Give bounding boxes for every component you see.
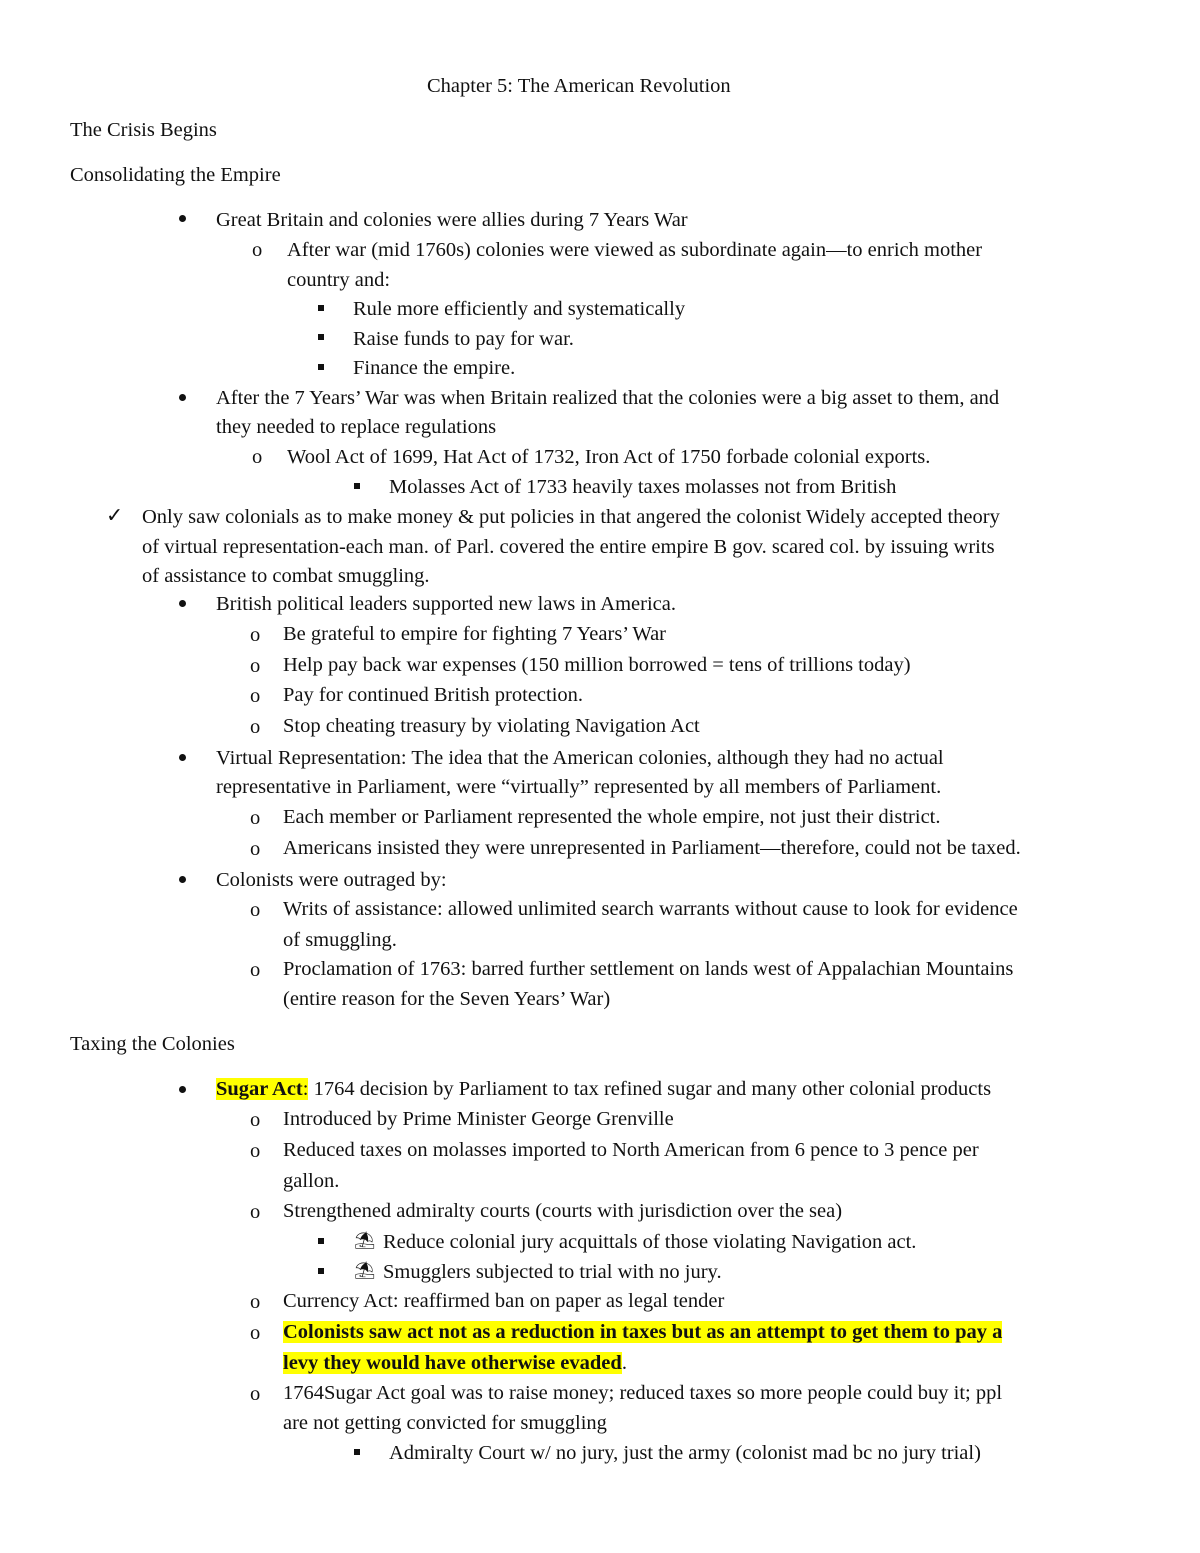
highlighted-note <box>283 1322 1002 1343</box>
square-bullet-icon <box>318 334 324 340</box>
list-item: After war (mid 1760s) colonies were viewed as subordinate again—to enrich mother <box>287 239 983 261</box>
section-heading: Taxing the Colonies <box>70 1033 235 1055</box>
list-item-continuation: representative in Parliament, were “virtually” represented by all members of Parliament. <box>216 776 942 798</box>
bullet-icon <box>179 754 186 761</box>
note-text: of virtual representation-each man. of Parl. covered the entire empire B gov. scared col. by issuing writs <box>142 536 995 558</box>
highlighted-text: levy they would have otherwise evaded <box>283 1352 622 1374</box>
list-item-continuation: gallon. <box>283 1170 340 1192</box>
sub-bullet-icon: o <box>250 655 261 677</box>
sub-bullet-icon: o <box>250 685 261 707</box>
sub-bullet-icon: o <box>250 1109 261 1131</box>
sub-bullet-icon: o <box>250 716 261 738</box>
list-item: Finance the empire. <box>353 357 516 379</box>
list-item: Each member or Parliament represented the whole empire, not just their district. <box>283 806 941 828</box>
list-item <box>216 1079 991 1100</box>
square-bullet-icon <box>318 305 324 311</box>
square-bullet-icon <box>318 364 324 370</box>
page-title: Chapter 5: The American Revolution <box>427 75 731 97</box>
highlighted-text: Colonists saw act not as a reduction in taxes but as an attempt to get them to pay a <box>283 1321 1003 1343</box>
list-item-continuation: (entire reason for the Seven Years’ War) <box>283 988 611 1010</box>
sub-bullet-icon: o <box>250 838 261 860</box>
sub-bullet-icon: o <box>250 1383 261 1405</box>
list-item-continuation: of smuggling. <box>283 929 397 951</box>
list-item: Smugglers subjected to trial with no jury. <box>383 1261 722 1283</box>
list-item: Pay for continued British protection. <box>283 684 584 706</box>
sub-bullet-icon: o <box>250 1291 261 1313</box>
list-item: Molasses Act of 1733 heavily taxes molasses not from British <box>389 476 897 498</box>
list-item: Introduced by Prime Minister George Grenville <box>283 1108 674 1130</box>
square-bullet-icon <box>318 1238 324 1244</box>
list-item: Be grateful to empire for fighting 7 Years’ War <box>283 623 667 645</box>
list-item: Colonists were outraged by: <box>216 869 447 891</box>
subsection-heading: Consolidating the Empire <box>70 164 281 186</box>
period: . <box>621 1352 627 1374</box>
bullet-icon <box>179 394 186 401</box>
square-bullet-icon <box>318 1268 324 1274</box>
square-bullet-icon <box>354 1449 360 1455</box>
highlighted-note-continuation <box>283 1353 627 1374</box>
sub-bullet-icon: o <box>250 807 261 829</box>
jury-icon: ⛱ <box>354 1231 376 1251</box>
bullet-icon <box>179 600 186 607</box>
bullet-icon <box>179 876 186 883</box>
sub-bullet-icon: o <box>250 899 261 921</box>
list-item: Raise funds to pay for war. <box>353 328 574 350</box>
sub-bullet-icon: o <box>250 1201 261 1223</box>
list-item: Help pay back war expenses (150 million borrowed = tens of trillions today) <box>283 654 911 676</box>
term-colon: : <box>302 1078 309 1100</box>
highlighted-term: Sugar Act <box>216 1078 303 1100</box>
list-item: Proclamation of 1763: barred further settlement on lands west of Appalachian Mountains <box>283 958 1014 980</box>
list-item: Currency Act: reaffirmed ban on paper as legal tender <box>283 1290 725 1312</box>
checkmark-icon: ✓ <box>106 505 124 527</box>
list-item-continuation: they needed to replace regulations <box>216 416 497 438</box>
note-text: Only saw colonials as to make money & put policies in that angered the colonist Widely accepted theory <box>142 506 1000 528</box>
list-item: Strengthened admiralty courts (courts with jurisdiction over the sea) <box>283 1200 843 1222</box>
list-item: Rule more efficiently and systematically <box>353 298 686 320</box>
list-item: Great Britain and colonies were allies during 7 Years War <box>216 209 688 231</box>
list-item: Americans insisted they were unrepresented in Parliament—therefore, could not be taxed. <box>283 837 1021 859</box>
sub-bullet-icon: o <box>252 239 263 261</box>
sub-bullet-icon: o <box>250 1140 261 1162</box>
jury-icon: ⛱ <box>354 1261 376 1281</box>
note-text: of assistance to combat smuggling. <box>142 565 430 587</box>
sub-bullet-icon: o <box>252 446 263 468</box>
sub-bullet-icon: o <box>250 624 261 646</box>
sub-bullet-icon: o <box>250 959 261 981</box>
bullet-icon <box>179 1086 186 1093</box>
sub-bullet-icon: o <box>250 1322 261 1344</box>
list-item: British political leaders supported new laws in America. <box>216 593 676 615</box>
list-item: 1764Sugar Act goal was to raise money; reduced taxes so more people could buy it; ppl <box>283 1382 1003 1404</box>
section-heading: The Crisis Begins <box>70 119 217 141</box>
list-item: Reduce colonial jury acquittals of those violating Navigation act. <box>383 1231 917 1253</box>
list-item: After the 7 Years’ War was when Britain realized that the colonies were a big asset to them, and <box>216 387 1000 409</box>
list-item: Reduced taxes on molasses imported to North American from 6 pence to 3 pence per <box>283 1139 979 1161</box>
list-item-continuation: are not getting convicted for smuggling <box>283 1412 607 1434</box>
list-item: Virtual Representation: The idea that the American colonies, although they had no actual <box>216 747 944 769</box>
bullet-icon <box>179 215 186 222</box>
square-bullet-icon <box>354 483 360 489</box>
term-definition: 1764 decision by Parliament to tax refined sugar and many other colonial products <box>308 1078 992 1100</box>
list-item: Admiralty Court w/ no jury, just the army (colonist mad bc no jury trial) <box>389 1442 981 1464</box>
list-item: Writs of assistance: allowed unlimited search warrants without cause to look for evidence <box>283 898 1018 920</box>
list-item: Wool Act of 1699, Hat Act of 1732, Iron Act of 1750 forbade colonial exports. <box>287 446 931 468</box>
list-item: Stop cheating treasury by violating Navigation Act <box>283 715 700 737</box>
list-item-continuation: country and: <box>287 269 391 291</box>
